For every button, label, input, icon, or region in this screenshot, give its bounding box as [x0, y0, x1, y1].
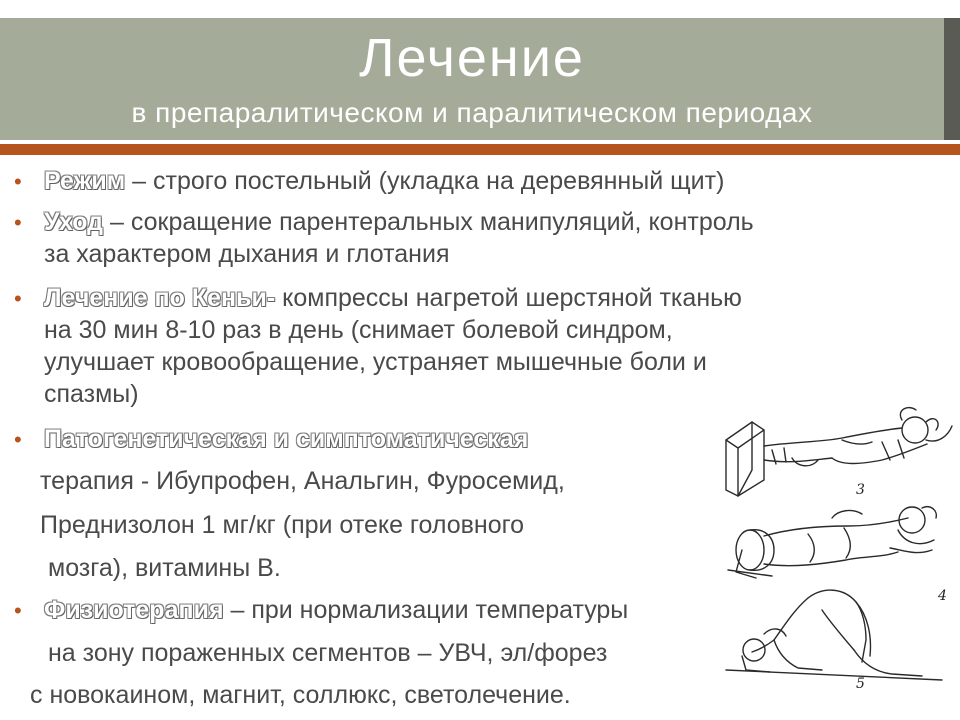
item-keyword: Патогенетическая и симптоматическая: [44, 425, 529, 453]
slide-title: Лечение: [359, 28, 585, 88]
list-item: [44, 166, 724, 197]
list-item: [44, 595, 628, 626]
figure-label: 5: [856, 676, 865, 692]
item-keyword: Режим: [44, 167, 126, 195]
figure-5-drawing: [726, 590, 942, 680]
list-item: [44, 283, 742, 314]
item-text: терапия - Ибупрофен, Анальгин, Фуросемид,: [40, 467, 565, 495]
figure-label: 3: [856, 482, 865, 498]
item-keyword: Физиотерапия: [44, 596, 224, 624]
bullet-marker: •: [14, 598, 22, 623]
item-keyword: Уход: [44, 208, 104, 236]
patient-positioning-drawings-icon: [712, 400, 960, 712]
item-text: улучшает кровообращение, устраняет мышечные боли и: [44, 348, 707, 376]
bullet-marker: •: [14, 210, 22, 235]
item-text: с новокаином, магнит, соллюкс, светолечение.: [30, 681, 571, 709]
item-text: мозга), витамины В.: [48, 554, 281, 582]
list-item: [44, 424, 528, 455]
item-text: – при нормализации температуры: [223, 596, 629, 624]
item-keyword: Лечение по Кеньи-: [44, 284, 276, 312]
figure-4-drawing: [728, 507, 936, 578]
item-text: компрессы нагретой шерстяной тканью: [275, 284, 742, 312]
figure-3-drawing: [726, 408, 952, 496]
item-text: – строго постельный (укладка на деревянный щит): [125, 167, 725, 195]
item-text: за характером дыхания и глотания: [44, 240, 450, 268]
item-text: – сокращение парентеральных манипуляций, контроль: [103, 208, 754, 236]
bullet-marker: •: [14, 169, 22, 194]
figure-label: 4: [938, 588, 947, 604]
item-text: на зону пораженных сегментов – УВЧ, эл/форез: [48, 639, 608, 667]
bullet-marker: •: [14, 427, 22, 452]
slide-subtitle: в препаралитическом и паралитическом периодах: [131, 97, 813, 128]
item-text: Преднизолон 1 мг/кг (при отеке головного: [40, 511, 525, 539]
list-item: [44, 207, 754, 238]
bullet-marker: •: [14, 286, 22, 311]
item-text: на 30 мин 8-10 раз в день (снимает болевой синдром,: [44, 316, 673, 344]
item-text: спазмы): [44, 380, 139, 408]
